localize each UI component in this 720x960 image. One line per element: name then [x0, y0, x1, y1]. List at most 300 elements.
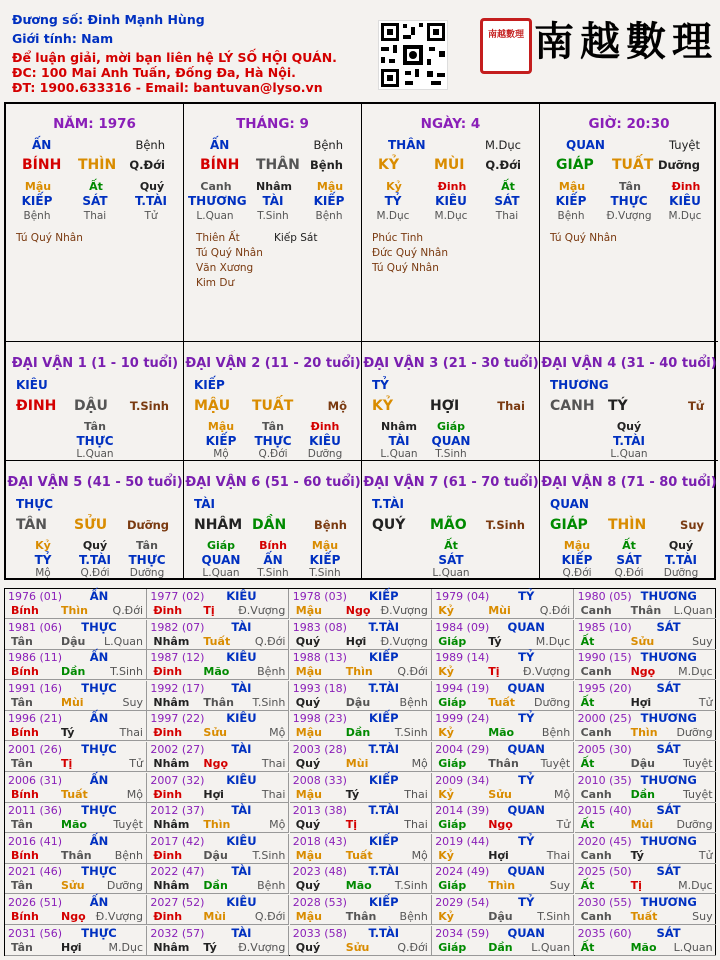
- year-god: TÀI: [231, 864, 252, 879]
- year-stage: Mộ: [126, 787, 143, 801]
- year-stage: Q.Đới: [254, 910, 286, 923]
- year-branch: Thân: [488, 757, 519, 770]
- year-stem: Kỷ: [438, 726, 454, 740]
- luck-hidden-stage: Dưỡng: [129, 567, 165, 579]
- year-label: 1978 (03): [292, 590, 347, 603]
- hidden-stem: Ất: [501, 180, 515, 193]
- hidden-stage: L.Quan: [196, 210, 234, 222]
- luck-hidden-god: THỰC: [254, 434, 292, 448]
- hidden-god: KIẾP: [21, 194, 53, 208]
- luck-title: ĐẠI VẬN 7 (61 - 70 tuổi): [363, 475, 539, 490]
- year-stem: Ất: [580, 695, 595, 709]
- year-stage: Q.Đới: [539, 604, 571, 617]
- luck-hidden-stem: Ất: [622, 539, 636, 552]
- luck-cell: [184, 342, 362, 461]
- year-stem: Nhâm: [153, 818, 190, 832]
- year-branch: Dậu: [203, 848, 228, 862]
- year-label: 2029 (54): [435, 896, 490, 909]
- year-stem: Kỷ: [438, 848, 454, 862]
- luck-god: KIÊU: [16, 378, 48, 392]
- luck-hidden-stem: Giáp: [206, 539, 236, 552]
- shensha-star: Phúc Tinh: [372, 232, 424, 244]
- year-cell: [575, 895, 716, 925]
- luck-god: THỰC: [16, 497, 54, 511]
- year-stage: Thai: [261, 757, 286, 770]
- hidden-stem: Ất: [89, 180, 103, 193]
- year-god: QUAN: [507, 864, 545, 879]
- year-god: T.TÀI: [368, 680, 400, 695]
- pillar-god-top: QUAN: [566, 138, 605, 152]
- hidden-stem: Đinh: [671, 180, 701, 193]
- year-label: 1979 (04): [435, 590, 490, 603]
- hidden-stem: Đinh: [437, 180, 467, 193]
- luck-hidden-god: SÁT: [438, 553, 464, 567]
- year-label: 1986 (11): [8, 651, 63, 665]
- year-label: 2019 (44): [435, 834, 490, 848]
- year-branch: Sửu: [345, 940, 370, 954]
- year-branch: Ngọ: [630, 665, 656, 679]
- luck-hidden-stem: Nhâm: [381, 420, 417, 433]
- pillar-branch: THÂN: [256, 157, 300, 173]
- year-label: 1995 (20): [577, 681, 632, 695]
- year-cell: [147, 773, 289, 803]
- year-stem: Kỷ: [438, 787, 454, 801]
- year-branch: Mùi: [203, 910, 226, 923]
- year-stem: Đinh: [153, 726, 183, 740]
- year-branch: Ngọ: [488, 818, 513, 832]
- hidden-stem: Tân: [619, 180, 641, 193]
- pillar-stage-top: Bệnh: [313, 138, 343, 152]
- pillar-stage-top: M.Dục: [484, 138, 521, 152]
- year-label: 2015 (40): [577, 804, 632, 818]
- year-branch: Sửu: [630, 634, 655, 648]
- year-cell: [290, 773, 432, 803]
- year-branch: Mão: [203, 665, 230, 679]
- year-branch: Dần: [488, 940, 513, 954]
- luck-branch: TUẤT: [252, 398, 294, 414]
- year-stem: Canh: [580, 910, 612, 923]
- luck-title: ĐẠI VẬN 5 (41 - 50 tuổi): [7, 475, 183, 490]
- luck-stem: MẬU: [194, 398, 231, 414]
- hidden-stage: Bệnh: [557, 210, 585, 222]
- hidden-stage: Tử: [144, 210, 158, 222]
- pillar-title: THÁNG: 9: [236, 116, 309, 132]
- pillar-title: NĂM: 1976: [53, 116, 136, 132]
- year-branch: Mão: [61, 818, 87, 832]
- luck-god: QUAN: [550, 497, 589, 511]
- year-label: 1981 (06): [8, 620, 63, 634]
- luck-cell: [6, 461, 184, 580]
- luck-god: THƯƠNG: [550, 378, 609, 392]
- year-stem: Đinh: [153, 910, 183, 923]
- pillar-branch: THÌN: [78, 157, 117, 173]
- year-cell: [290, 650, 432, 680]
- year-stage: L.Quan: [673, 940, 713, 954]
- year-branch: Hợi: [345, 634, 367, 648]
- year-stem: Canh: [580, 848, 612, 862]
- luck-title: ĐẠI VẬN 3 (21 - 30 tuổi): [363, 356, 539, 371]
- year-god: KIÊU: [226, 589, 257, 603]
- luck-hidden-stem: Quý: [82, 539, 108, 552]
- year-label: 2022 (47): [150, 865, 205, 879]
- hidden-stage: M.Dục: [434, 210, 468, 222]
- year-god: THỰC: [81, 742, 117, 756]
- year-god: QUAN: [507, 619, 545, 634]
- year-stage: M.Dục: [678, 879, 713, 893]
- hidden-stage: M.Dục: [668, 210, 702, 222]
- hidden-god: THƯƠNG: [188, 194, 247, 208]
- year-god: KIẾP: [369, 895, 399, 909]
- year-god: T.TÀI: [368, 619, 400, 634]
- year-god: TỶ: [518, 895, 535, 909]
- pillar-cell: [184, 104, 362, 342]
- year-cell: [290, 681, 432, 711]
- year-label: 2016 (41): [8, 834, 63, 848]
- year-god: THƯƠNG: [640, 589, 697, 603]
- header-address: ĐC: 100 Mai Anh Tuấn, Đống Đa, Hà Nội.: [12, 65, 296, 80]
- luck-hidden-stage: Q.Đới: [258, 448, 288, 460]
- year-god: SÁT: [656, 803, 681, 818]
- year-stem: Canh: [580, 604, 612, 617]
- year-god: THƯƠNG: [640, 895, 697, 909]
- year-stem: Canh: [580, 665, 612, 679]
- luck-hidden-god: QUAN: [201, 553, 241, 567]
- year-stage: Q.Đới: [397, 665, 428, 679]
- year-stage: T.Sinh: [110, 665, 143, 679]
- year-stage: Bệnh: [399, 695, 428, 709]
- year-label: 1983 (08): [292, 620, 347, 634]
- year-stage: Tử: [556, 818, 571, 832]
- year-cell: [575, 681, 716, 711]
- year-stem: Bính: [11, 848, 39, 862]
- pillar-branch: TUẤT: [612, 157, 654, 173]
- luck-stem: CANH: [550, 398, 595, 414]
- hidden-stem: Mậu: [558, 180, 586, 193]
- pillar-stem: KỶ: [378, 157, 399, 173]
- year-label: 1994 (19): [435, 681, 490, 695]
- year-label: 2008 (33): [292, 773, 347, 787]
- year-branch: Dậu: [61, 634, 86, 648]
- logo-text: 南越數理: [534, 18, 718, 65]
- year-cell: [147, 620, 289, 650]
- luck-hidden-stage: Q.Đới: [614, 567, 644, 579]
- year-cell: [5, 589, 147, 619]
- luck-cell: [184, 461, 362, 580]
- header-phone: ĐT: 1900.633316 - Email: bantuvan@lyso.vn: [12, 80, 323, 95]
- year-god: THỰC: [81, 864, 117, 879]
- year-stem: Tân: [11, 634, 33, 648]
- year-stem: Quý: [295, 634, 321, 648]
- year-stem: Mậu: [295, 787, 322, 801]
- year-god: THƯƠNG: [640, 772, 697, 787]
- luck-hidden-stage: T.Sinh: [309, 567, 341, 579]
- luck-hidden-stage: Dưỡng: [663, 567, 699, 579]
- year-stage: L.Quan: [673, 604, 713, 617]
- year-label: 1985 (10): [577, 620, 632, 634]
- luck-hidden-god: KIẾP: [561, 553, 593, 567]
- hidden-god: TỶ: [384, 194, 402, 208]
- luck-stem: QUÝ: [372, 517, 406, 533]
- year-stem: Giáp: [438, 695, 467, 709]
- year-table: [4, 588, 716, 956]
- year-branch: Dần: [61, 665, 86, 679]
- year-label: 2002 (27): [150, 743, 205, 756]
- year-god: ẤN: [89, 895, 109, 909]
- year-stem: Tân: [11, 757, 33, 770]
- luck-stage: Thai: [497, 399, 525, 413]
- year-label: 1991 (16): [8, 681, 63, 695]
- year-cell: [432, 650, 574, 680]
- year-god: SÁT: [656, 619, 681, 634]
- year-branch: Thân: [203, 695, 234, 709]
- year-stem: Ất: [580, 940, 595, 954]
- year-label: 2025 (50): [577, 865, 632, 879]
- year-branch: Hợi: [630, 695, 652, 709]
- year-cell: [432, 681, 574, 711]
- year-cell: [290, 864, 432, 894]
- year-cell: [432, 742, 574, 772]
- year-god: T.TÀI: [368, 742, 400, 756]
- year-stage: Bệnh: [257, 879, 286, 893]
- year-stem: Nhâm: [153, 879, 190, 893]
- year-cell: [147, 864, 289, 894]
- year-label: 1976 (01): [8, 590, 63, 603]
- luck-branch: DẦN: [252, 517, 287, 533]
- pillar-stem: BÍNH: [200, 157, 240, 173]
- year-god: TÀI: [231, 742, 252, 756]
- year-cell: [575, 711, 716, 741]
- hidden-god: TÀI: [262, 194, 284, 208]
- year-cell: [432, 803, 574, 833]
- year-label: 2020 (45): [577, 834, 632, 848]
- year-label: 1980 (05): [577, 590, 632, 603]
- year-branch: Dần: [630, 787, 655, 801]
- year-stage: Q.Đới: [397, 940, 428, 954]
- year-stem: Nhâm: [153, 940, 190, 954]
- year-stage: Q.Đới: [254, 634, 286, 648]
- luck-cell: [362, 461, 540, 580]
- year-stage: Dưỡng: [676, 726, 713, 740]
- year-branch: Tuất: [488, 695, 515, 709]
- year-god: SÁT: [656, 925, 681, 940]
- year-stage: Dưỡng: [676, 818, 713, 832]
- year-stem: Canh: [580, 726, 612, 740]
- year-branch: Tý: [345, 787, 360, 801]
- year-branch: Thân: [630, 604, 662, 617]
- luck-hidden-stage: L.Quan: [202, 567, 240, 579]
- year-god: TỶ: [518, 711, 535, 726]
- year-cell: [575, 864, 716, 894]
- luck-hidden-stage: L.Quan: [76, 448, 114, 460]
- year-label: 2003 (28): [292, 743, 347, 756]
- year-cell: [290, 926, 432, 956]
- year-stage: T.Sinh: [537, 910, 571, 923]
- year-label: 1993 (18): [292, 681, 347, 695]
- year-cell: [290, 742, 432, 772]
- year-cell: [5, 620, 147, 650]
- year-cell: [5, 650, 147, 680]
- year-stem: Tân: [11, 695, 33, 709]
- luck-title: ĐẠI VẬN 6 (51 - 60 tuổi): [185, 475, 361, 490]
- year-stage: T.Sinh: [252, 695, 286, 709]
- year-branch: Thìn: [488, 879, 516, 893]
- year-cell: [290, 589, 432, 619]
- header-name: Đương số: Đinh Mạnh Hùng: [12, 12, 205, 27]
- year-label: 2013 (38): [292, 804, 347, 818]
- year-label: 2034 (59): [435, 926, 490, 940]
- year-stage: M.Dục: [678, 665, 713, 679]
- luck-stage: Mộ: [327, 399, 347, 413]
- year-branch: Sửu: [61, 879, 85, 893]
- year-label: 1982 (07): [150, 620, 205, 634]
- year-god: THƯƠNG: [640, 833, 697, 848]
- pillar-cell: [362, 104, 540, 342]
- year-branch: Sửu: [488, 787, 512, 801]
- luck-hidden-stage: Q.Đới: [562, 567, 592, 579]
- year-god: QUAN: [507, 925, 545, 940]
- year-branch: Tý: [203, 940, 217, 954]
- year-god: KIÊU: [226, 711, 257, 726]
- year-branch: Ngọ: [345, 604, 371, 617]
- year-branch: Thìn: [203, 818, 231, 832]
- year-stage: Dưỡng: [106, 879, 143, 893]
- luck-title: ĐẠI VẬN 2 (11 - 20 tuổi): [185, 356, 361, 371]
- year-label: 2010 (35): [577, 773, 632, 787]
- year-label: 2007 (32): [150, 773, 205, 787]
- luck-cell: [362, 342, 540, 461]
- year-stage: Mộ: [411, 848, 428, 862]
- year-cell: [432, 773, 574, 803]
- year-label: 2012 (37): [150, 804, 205, 818]
- pillar-branch-god: Bệnh: [310, 158, 343, 172]
- year-stage: Đ.Vượng: [380, 634, 428, 648]
- year-branch: Thìn: [61, 604, 88, 617]
- hidden-stage: Bệnh: [315, 210, 343, 222]
- year-branch: Tuất: [61, 787, 88, 801]
- year-label: 2024 (49): [435, 865, 490, 879]
- year-branch: Mùi: [345, 757, 369, 770]
- year-cell: [147, 834, 289, 864]
- year-branch: Dần: [203, 879, 228, 893]
- shensha-star: Tú Quý Nhân: [550, 232, 617, 244]
- year-stage: Suy: [549, 879, 571, 893]
- year-stage: Suy: [692, 910, 713, 923]
- year-stem: Bính: [11, 665, 39, 679]
- pillar-branch: MÙI: [434, 157, 465, 173]
- year-label: 2018 (43): [292, 834, 347, 848]
- year-stage: Thai: [404, 787, 428, 801]
- year-god: QUAN: [507, 803, 545, 818]
- year-label: 1998 (23): [292, 712, 347, 726]
- luck-hidden-god: TÀI: [388, 434, 410, 448]
- year-stage: L.Quan: [104, 634, 143, 648]
- year-branch: Mão: [488, 726, 515, 740]
- year-label: 1989 (14): [435, 651, 490, 665]
- year-stage: Bệnh: [114, 848, 143, 862]
- year-cell: [575, 589, 716, 619]
- year-label: 2031 (56): [8, 926, 63, 940]
- year-cell: [575, 926, 716, 956]
- year-stem: Mậu: [295, 604, 322, 617]
- luck-title: ĐẠI VẬN 8 (71 - 80 tuổi): [541, 475, 717, 490]
- pillar-god-top: ẤN: [210, 138, 230, 152]
- luck-god: T.TÀI: [372, 497, 404, 511]
- year-god: T.TÀI: [368, 864, 400, 879]
- luck-hidden-stem: Mậu: [563, 539, 591, 552]
- year-stage: Dưỡng: [534, 695, 571, 709]
- shensha-star: Đức Quý Nhân: [372, 247, 448, 259]
- luck-hidden-stage: L.Quan: [432, 567, 470, 579]
- pillar-cell: [6, 104, 184, 342]
- luck-hidden-god: ẤN: [263, 553, 283, 567]
- year-branch: Mùi: [630, 818, 654, 832]
- year-stem: Bính: [11, 604, 39, 617]
- year-cell: [432, 589, 574, 619]
- year-branch: Tý: [630, 848, 644, 862]
- pillar-god-top: ẤN: [32, 138, 52, 152]
- luck-hidden-stem: Kỷ: [35, 539, 51, 552]
- year-branch: Tý: [488, 634, 502, 648]
- year-stem: Quý: [295, 757, 321, 770]
- year-stage: Đ.Vượng: [238, 940, 286, 954]
- year-label: 2000 (25): [577, 712, 632, 726]
- year-stem: Ất: [580, 634, 595, 648]
- year-stem: Nhâm: [153, 695, 190, 709]
- hidden-god: KIẾP: [555, 194, 587, 208]
- year-stage: Suy: [122, 695, 143, 709]
- luck-hidden-stem: Đinh: [310, 420, 340, 433]
- year-branch: Tị: [488, 665, 500, 679]
- year-stage: Tử: [129, 757, 143, 770]
- year-cell: [147, 681, 289, 711]
- year-branch: Tuất: [345, 848, 373, 862]
- year-stem: Kỷ: [438, 665, 454, 679]
- luck-hidden-stage: Mộ: [213, 448, 229, 460]
- year-branch: Mão: [345, 879, 372, 893]
- year-label: 2009 (34): [435, 773, 490, 787]
- year-branch: Mùi: [61, 695, 84, 709]
- year-stem: Giáp: [438, 757, 467, 770]
- year-cell: [5, 895, 147, 925]
- year-stem: Giáp: [438, 818, 467, 832]
- year-stem: Giáp: [438, 940, 467, 954]
- hidden-stage: Đ.Vượng: [606, 210, 652, 222]
- year-god: ẤN: [89, 772, 109, 787]
- year-god: KIẾP: [369, 711, 399, 726]
- year-cell: [290, 711, 432, 741]
- year-branch: Ngọ: [203, 757, 229, 770]
- year-god: TÀI: [231, 925, 252, 940]
- year-cell: [432, 864, 574, 894]
- year-stem: Đinh: [153, 665, 183, 679]
- year-stage: Tử: [698, 695, 713, 709]
- year-branch: Hợi: [61, 940, 82, 954]
- pillar-stage-top: Tuyệt: [669, 138, 700, 152]
- luck-stage: T.Sinh: [485, 518, 525, 532]
- year-label: 1999 (24): [435, 712, 490, 726]
- year-label: 1996 (21): [8, 712, 63, 726]
- year-god: KIẾP: [369, 833, 399, 848]
- year-god: THƯƠNG: [640, 711, 697, 726]
- year-label: 2026 (51): [8, 896, 63, 909]
- year-label: 2001 (26): [8, 743, 63, 756]
- year-cell: [5, 681, 147, 711]
- year-label: 2032 (57): [150, 926, 205, 940]
- hidden-stem: Quý: [139, 180, 165, 193]
- luck-hidden-stem: Tân: [262, 420, 284, 433]
- year-god: KIÊU: [226, 895, 257, 909]
- year-cell: [575, 834, 716, 864]
